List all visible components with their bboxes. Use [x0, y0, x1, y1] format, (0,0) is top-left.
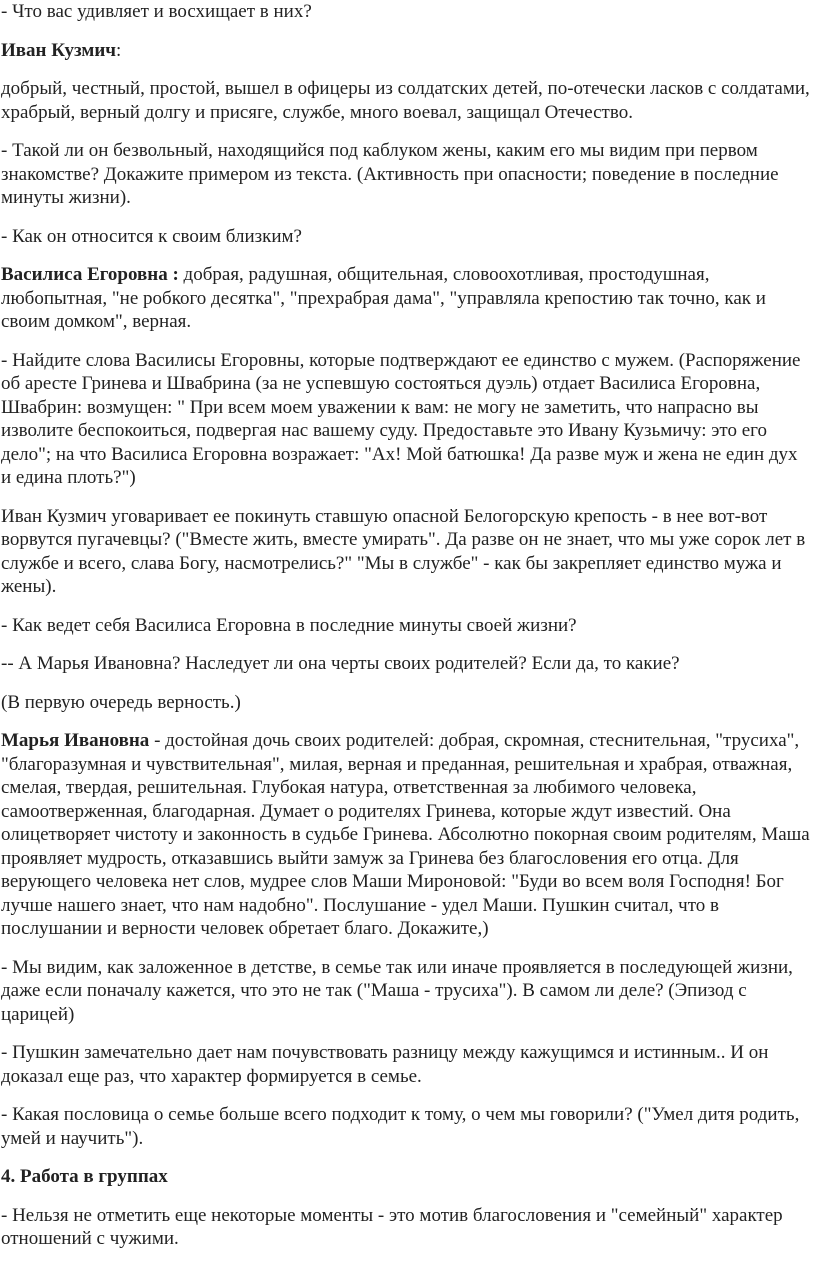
- section-heading-group-work: 4. Работа в группах: [1, 1166, 168, 1187]
- vasilisa-paragraph: [1, 263, 812, 334]
- ivan-kuzmich-heading: [1, 39, 812, 63]
- proverb-question: - Какая пословица о семье больше всего подходит к тому, о чем мы говорили? ("Умел дитя родить, умей и научить").: [1, 1104, 800, 1149]
- marya-traits: - достойная дочь своих родителей: добрая, скромная, стеснительная, "трусиха", "благоразумная и чувствительная", милая, верная и преданная, решительная и храбрая, отважная, смелая, твердая, решительная. Глубокая натура, ответственная за любимого человека, самоотверженная, благодарная. Думает о родителях Гринева, которые ждут известий. Она олицетворяет чистоту и законность в судьбе Гринева. Абсолютно покорная своим родителям, Маша проявляет мудрость, отказавшись выйти замуж за Гринева без благословения его отца. Для верующего человека нет слов, мудрее слов Маши Мироновой: "Буди во всем воля Господня! Бог лучше нашего знает, что нам надобно". Послушание - удел Маши. Пушкин считал, что в послушании и верности человек обретает благо. Докажите,): [1, 730, 810, 939]
- marya-name: Марья Ивановна: [1, 730, 150, 751]
- question-unity-words: - Найдите слова Василисы Егоровны, которые подтверждают ее единство с мужем. (Распоряжение об аресте Гринева и Швабрина (за не успевшую состояться дуэль) отдает Василиса Егоровна, Швабрин: возмущен: " При всем моем уважении к вам: не могу не заметить, что напрасно вы изволите беспокоиться, подвергая нас вашему суду. Предоставьте это Ивану Кузьмичу: это его дело"; на что Василиса Егоровна возражает: "Ах! Мой батюшка! Да разве муж и жена не един дух и едина плоть?"): [1, 349, 801, 488]
- ivan-persuades-paragraph: Иван Кузмич уговаривает ее покинуть ставшую опасной Белогорскую крепость - в нее вот-вот ворвутся пугачевцы? ("Вместе жить, вместе умирать". Да разве он не знает, что мы уже сорок лет в службе и всего, слава Богу, насмотрелись?" "Мы в службе" - как бы закрепляет единство мужа и жены).: [1, 505, 806, 597]
- question-what-amazes: - Что вас удивляет и восхищает в них?: [1, 1, 312, 22]
- answer-loyalty: (В первую очередь верность.): [1, 691, 241, 713]
- question-weak-willed: - Такой ли он безвольный, находящийся под каблуком жены, каким его мы видим при первом знакомстве? Докажите примером из текста. (Активность при опасности; поведение в последние минуты жизни).: [1, 140, 779, 208]
- vasilisa-name: Василиса Егоровна :: [1, 264, 179, 285]
- ivan-kuzmich-traits: добрый, честный, простой, вышел в офицеры из солдатских детей, по-отечески ласков с солдатами, храбрый, верный долгу и присяге, службе, много воевал, защищал Отечество.: [1, 78, 810, 123]
- marya-paragraph: [1, 729, 812, 941]
- ivan-kuzmich-colon: :: [116, 39, 122, 61]
- question-marya: -- А Марья Ивановна? Наследует ли она черты своих родителей? Если да, то какие?: [1, 653, 680, 674]
- question-relatives: - Как он относится к своим близким?: [1, 225, 302, 247]
- vasilisa-traits: добрая, радушная, общительная, словоохотливая, простодушная, любопытная, "не робкого десятка", "прехрабрая дама", "управляла крепостию так точно, как и своим домком", верная.: [1, 264, 766, 332]
- ivan-kuzmich-name: Иван Кузмич: [1, 39, 117, 61]
- pushkin-paragraph: - Пушкин замечательно дает нам почувствовать разницу между кажущимся и истинным.. И он доказал еще раз, что характер формируется в семье.: [1, 1042, 769, 1087]
- question-last-minutes: - Как ведет себя Василиса Егоровна в последние минуты своей жизни?: [1, 614, 577, 636]
- blessing-motif-paragraph: - Нельзя не отметить еще некоторые моменты - это мотив благословения и "семейный" характер отношений с чужими.: [1, 1204, 783, 1249]
- childhood-paragraph: - Мы видим, как заложенное в детстве, в семье так или иначе проявляется в последующей жизни, даже если поначалу кажется, что это не так ("Маша - трусиха"). В самом ли деле? (Эпизод с царицей): [1, 956, 793, 1025]
